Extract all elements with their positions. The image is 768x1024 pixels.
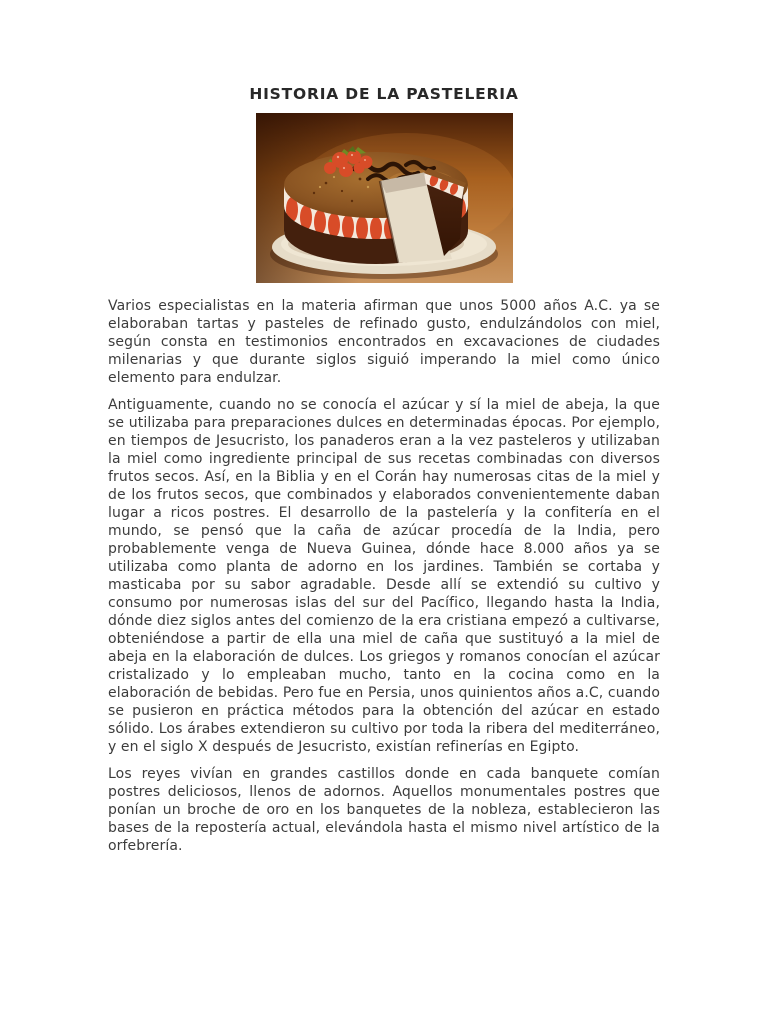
cake-photo xyxy=(256,113,513,283)
cake-illustration xyxy=(256,113,513,283)
paragraph-3: Los reyes vivían en grandes castillos donde en cada banquete comían postres deliciosos, llenos de adornos. Aquellos monumentales postres que ponían un broche de oro en los banquetes de la nobleza, establecieron las bases de la repostería actual, elevándola hasta el mismo nivel artístico de la orfebrería. xyxy=(108,766,660,854)
page-title: HISTORIA DE LA PASTELERIA xyxy=(249,85,519,103)
paragraph-1: Varios especialistas en la materia afirman que unos 5000 años A.C. ya se elaboraban tartas y pasteles de refinado gusto, endulzándolos con miel, según consta en testimonios encontrados en excavaciones de ciudades milenarias y que durante siglos siguió imperando la miel como único elemento para endulzar. xyxy=(108,298,660,386)
paragraph-2: Antiguamente, cuando no se conocía el azúcar y sí la miel de abeja, la que se utilizaba para preparaciones dulces en determinadas épocas. Por ejemplo, en tiempos de Jesucristo, los panaderos eran a la vez pasteleros y utilizaban la miel como ingrediente principal de sus recetas combinadas con diversos frutos secos. Así, en la Biblia y en el Corán hay numerosas citas de la miel y de los frutos secos, que combinados y elaborados convenientemente daban lugar a ricos postres. El desarrollo de la pastelería y la confitería en el mundo, se pensó que la caña de azúcar procedía de la India, pero probablemente venga de Nueva Guinea, dónde hace 8.000 años ya se utilizaba como planta de adorno en los jardines. También se cortaba y masticaba por su sabor agradable. Desde allí se extendió su cultivo y consumo por numerosas islas del sur del Pacífico, llegando hasta la India, dónde diez siglos antes del comienzo de la era cristiana empezó a cultivarse, obteniéndose a partir de ella una miel de caña que sustituyó a la miel de abeja en la elaboración de dulces. Los griegos y romanos conocían el azúcar cristalizado y lo empleaban mucho, tanto en la cocina como en la elaboración de bebidas. Pero fue en Persia, unos quinientos años a.C, cuando se pusieron en práctica métodos para la obtención del azúcar en estado sólido. Los árabes extendieron su cultivo por toda la ribera del mediterráneo, y en el siglo X después de Jesucristo, existían refinerías en Egipto. xyxy=(108,397,660,755)
document-body xyxy=(108,297,660,855)
